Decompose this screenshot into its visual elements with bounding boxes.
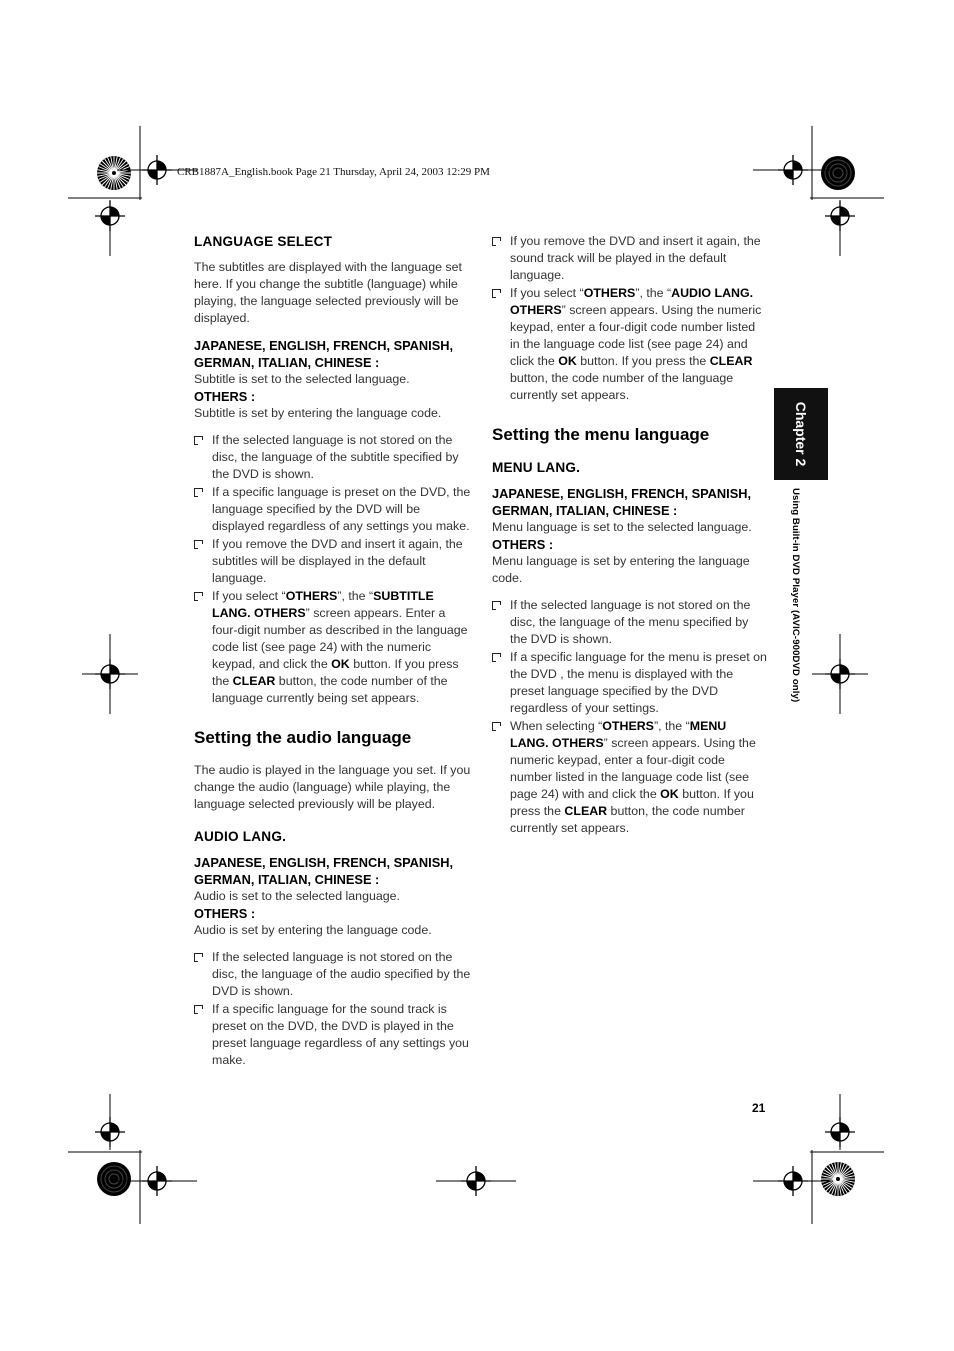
audio-lang-heading: AUDIO LANG. bbox=[194, 829, 287, 844]
checkbox-bullet-icon bbox=[194, 540, 203, 549]
checkbox-bullet-icon bbox=[194, 436, 203, 445]
checkbox-bullet-icon bbox=[194, 953, 203, 962]
language-select-intro: The subtitles are displayed with the language set here. If you change the subtitle (language) while playing, the language selected previously will be displayed. bbox=[194, 260, 462, 325]
page-number: 21 bbox=[752, 1101, 766, 1115]
print-header: CRB1887A_English.book Page 21 Thursday, April 24, 2003 12:29 PM bbox=[177, 166, 490, 178]
option-languages-text: Subtitle is set to the selected language. bbox=[194, 372, 410, 386]
checkbox-bullet-icon bbox=[194, 488, 203, 497]
note-item: If a specific language for the menu is preset on the DVD , the menu is displayed with the preset language specified by the DVD regardless of your settings. bbox=[492, 649, 767, 717]
option-others-text: Audio is set by entering the language code. bbox=[194, 923, 432, 937]
right-column bbox=[492, 233, 767, 838]
option-others-text: Menu language is set by entering the language code. bbox=[492, 554, 750, 585]
option-languages-text: Menu language is set to the selected language. bbox=[492, 520, 752, 534]
option-languages-heading: JAPANESE, ENGLISH, FRENCH, SPANISH, GERMAN, ITALIAN, CHINESE : bbox=[194, 338, 454, 370]
note-item: If a specific language for the sound track is preset on the DVD, the DVD is played in the preset language regardless of any settings you make. bbox=[194, 1001, 472, 1069]
chapter-tab bbox=[774, 388, 828, 480]
note-item: If the selected language is not stored on the disc, the language of the menu specified by the DVD is shown. bbox=[492, 597, 767, 648]
checkbox-bullet-icon bbox=[492, 289, 501, 298]
checkbox-bullet-icon bbox=[492, 237, 501, 246]
option-others-heading: OTHERS : bbox=[194, 389, 256, 404]
note-item: If you remove the DVD and insert it again, the sound track will be played in the default language. bbox=[492, 233, 767, 284]
option-languages-text: Audio is set to the selected language. bbox=[194, 889, 400, 903]
menu-section-heading: Setting the menu language bbox=[492, 425, 710, 444]
option-languages-heading: JAPANESE, ENGLISH, FRENCH, SPANISH, GERMAN, ITALIAN, CHINESE : bbox=[194, 855, 454, 887]
menu-lang-heading: MENU LANG. bbox=[492, 460, 581, 475]
note-item: If the selected language is not stored on the disc, the language of the subtitle specified by the DVD is shown. bbox=[194, 432, 472, 483]
left-column bbox=[194, 233, 472, 1070]
note-item: If you select “OTHERS”, the “AUDIO LANG. OTHERS” screen appears. Using the numeric keypad, enter a four-digit code number listed in the language code list (see page 24) and click the OK button. If you press the CLEAR button, the code number of the language currently set appears. bbox=[492, 285, 767, 404]
checkbox-bullet-icon bbox=[492, 601, 501, 610]
note-item: If the selected language is not stored on the disc, the language of the audio specified by the DVD is shown. bbox=[194, 949, 472, 1000]
checkbox-bullet-icon bbox=[194, 1005, 203, 1014]
note-item: If you remove the DVD and insert it again, the subtitles will be displayed in the default language. bbox=[194, 536, 472, 587]
checkbox-bullet-icon bbox=[492, 653, 501, 662]
side-running-title: Using Built-in DVD Player (AVIC-900DVD only) bbox=[790, 488, 801, 703]
option-others-text: Subtitle is set by entering the language code. bbox=[194, 406, 442, 420]
option-others-heading: OTHERS : bbox=[492, 537, 554, 552]
note-item: If you select “OTHERS”, the “SUBTITLE LANG. OTHERS” screen appears. Enter a four-digit number as described in the language code list (see page 24) with the numeric keypad, and click the OK button. If you press the CLEAR button, the code number of the language currently being set appears. bbox=[194, 588, 472, 707]
checkbox-bullet-icon bbox=[194, 592, 203, 601]
audio-section-heading: Setting the audio language bbox=[194, 728, 412, 747]
chapter-tab-label: Chapter 2 bbox=[793, 401, 809, 467]
note-item: When selecting “OTHERS”, the “MENU LANG. OTHERS” screen appears. Using the numeric keypad, enter a four-digit code number listed in the language code list (see page 24) with and click the OK button. If you press the CLEAR button, the code number currently set appears. bbox=[492, 718, 767, 837]
checkbox-bullet-icon bbox=[492, 722, 501, 731]
option-languages-heading: JAPANESE, ENGLISH, FRENCH, SPANISH, GERMAN, ITALIAN, CHINESE : bbox=[492, 486, 752, 518]
audio-intro: The audio is played in the language you set. If you change the audio (language) while playing, the language selected previously will be played. bbox=[194, 763, 471, 811]
language-select-heading: LANGUAGE SELECT bbox=[194, 234, 333, 249]
note-item: If a specific language is preset on the DVD, the language specified by the DVD will be displayed regardless of any settings you make. bbox=[194, 484, 472, 535]
option-others-heading: OTHERS : bbox=[194, 906, 256, 921]
